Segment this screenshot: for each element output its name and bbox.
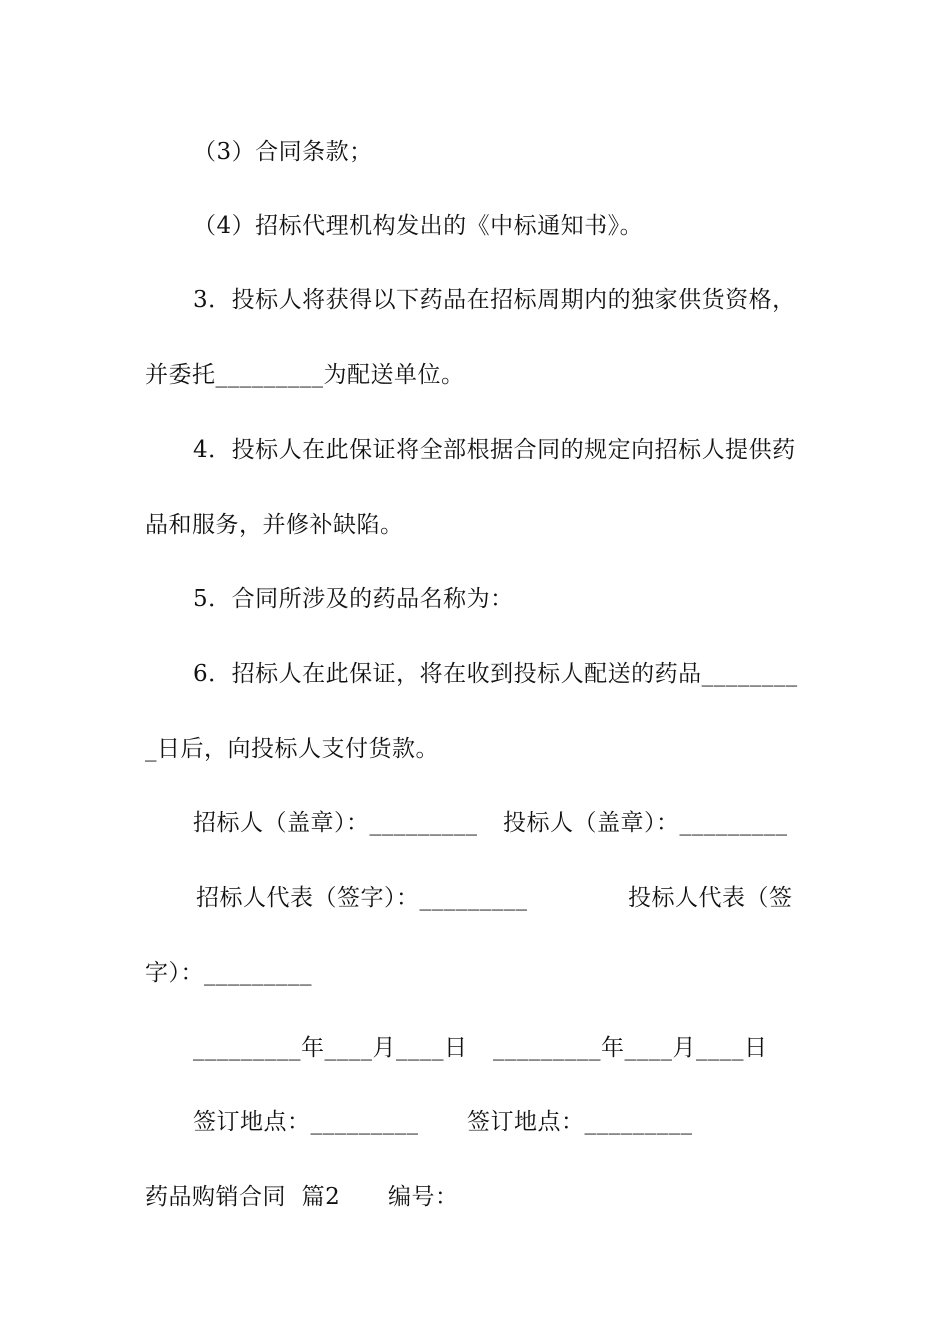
signing-place-right: 签订地点：_________ <box>467 1109 693 1135</box>
tenderer-representative: 投标人代表（签 <box>628 885 793 911</box>
tenderer-seal: 投标人（盖章）：_________ <box>503 810 788 836</box>
bidder-representative: 招标人代表（签字）：_________ <box>196 885 528 911</box>
contract-number-label: 编号： <box>388 1184 459 1210</box>
clause-4-line2: 品和服务，并修补缺陷。 <box>145 512 404 538</box>
clause-3-line1: 3．投标人将获得以下药品在招标周期内的独家供货资格， <box>193 287 796 313</box>
signing-place-left: 签订地点：_________ <box>193 1109 419 1135</box>
clause-3-line2: 并委托_________为配送单位。 <box>145 362 465 388</box>
clause-5: 5．合同所涉及的药品名称为： <box>193 586 514 612</box>
date-left: _________年____月____日 <box>193 1035 468 1061</box>
clause-3-4: （4）招标代理机构发出的《中标通知书》。 <box>193 213 644 239</box>
tenderer-representative-cont: 字）：_________ <box>145 960 312 986</box>
clause-4-line1: 4．投标人在此保证将全部根据合同的规定向招标人提供药 <box>193 437 796 463</box>
next-section-title: 药品购销合同 篇2 <box>145 1184 341 1210</box>
clause-6-line2: _日后，向投标人支付货款。 <box>145 736 439 762</box>
date-right: _________年____月____日 <box>493 1035 768 1061</box>
clause-6-line1: 6．招标人在此保证，将在收到投标人配送的药品________ <box>193 661 798 687</box>
clause-3-3: （3）合同条款； <box>193 139 373 165</box>
bidder-seal: 招标人（盖章）：_________ <box>193 810 478 836</box>
